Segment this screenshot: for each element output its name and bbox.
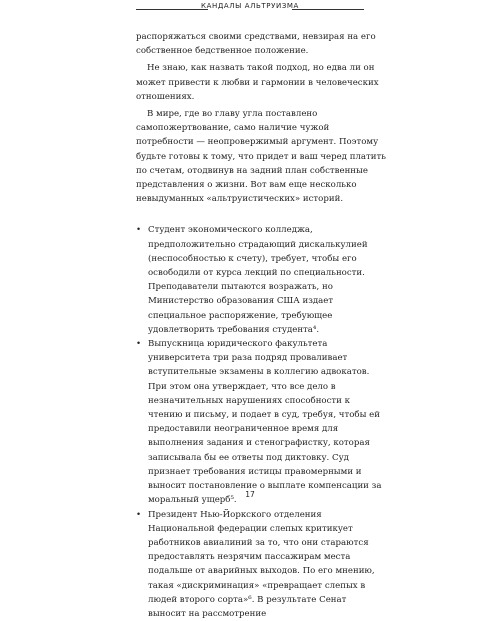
paragraph: распоряжаться своими средствами, невзирая на его собственное бедственное положение.: [136, 30, 386, 58]
bullet-item: [136, 337, 386, 507]
bullet-list: [136, 223, 386, 621]
bullet-item: [136, 508, 386, 621]
paragraph: В мире, где во главу угла поставлено самопожертвование, само наличие чужой потребности — неопровержимый аргумент. Поэтому будьте готовы к тому, что придет и ваш черед платить по счетам, отодвинув на задний план собственные представления о жизни. Вот вам еще несколько невыдуманных «альтруистических» историй.: [136, 107, 386, 206]
section-spacer: [136, 209, 386, 223]
bullet-item: [136, 223, 386, 337]
bullet-glyph: •: [136, 223, 141, 237]
bullet-text: Студент экономического колледжа, предположительно страдающий дискалькулией (неспособностью к счету), требует, чтобы его освободили от курса лекций по специальности. Преподаватели пытаются возражать, но Министерство образования США издает специальное распоряжение, требующее удовлетворить требования студента⁴.: [148, 225, 368, 334]
bullet-glyph: •: [136, 337, 141, 351]
paragraph: Не знаю, как назвать такой подход, но едва ли он может привести к любви и гармонии в человеческих отношениях.: [136, 61, 386, 104]
bullet-glyph: •: [136, 508, 141, 522]
page-body: [136, 30, 386, 621]
page-number: 17: [0, 490, 500, 499]
bullet-text: Президент Нью-Йоркского отделения Национальной федерации слепых критикует работников авиалиний за то, что они стараются предоставлять незрячим пассажирам места подальше от аварийных выходов. По его мнению, такая «дискриминация» «превращает слепых в людей второго сорта»⁶. В результате Сенат выносит на рассмотрение: [148, 510, 375, 619]
running-head: КАНДАЛЫ АЛЬТРУИЗМА: [0, 2, 500, 10]
bullet-text: Выпускница юридического факультета университета три раза подряд проваливает вступительные экзамены в коллегию адвокатов. При этом она утверждает, что все дело в незначительных нарушениях способности к чтению и письму, и подает в суд, требуя, чтобы ей предоставили неограниченное время для выполнения задания и стенографистку, которая записывала бы ее ответы под диктовку. Суд признает требования истицы правомерными и выносит постановление о выплате компенсации за моральный ущерб⁵.: [148, 339, 381, 505]
